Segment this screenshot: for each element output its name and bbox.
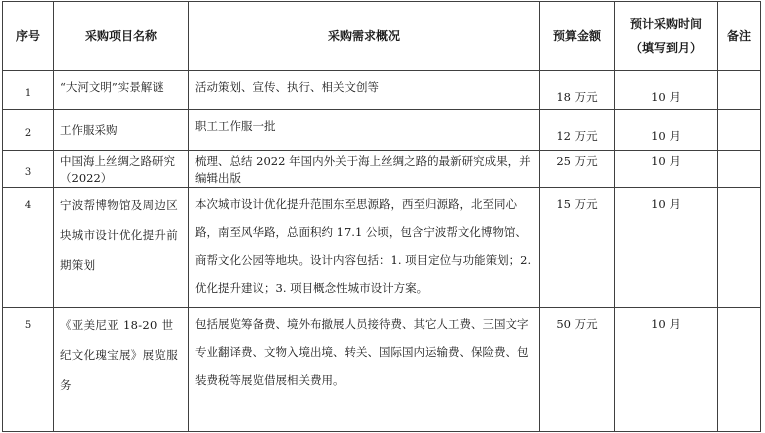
header-time-line2: （填写到月）	[629, 41, 702, 55]
header-needs: 采购需求概况	[189, 2, 540, 71]
row-name: 宁波帮博物馆及周边区块城市设计优化提升前期策划	[54, 188, 189, 308]
row-needs: 活动策划、宣传、执行、相关文创等	[189, 71, 540, 110]
header-note: 备注	[718, 2, 761, 71]
row-note	[718, 308, 761, 432]
row-note	[718, 110, 761, 151]
header-time	[615, 2, 718, 71]
row-time: 10 月	[615, 308, 718, 432]
row-budget: 15 万元	[540, 188, 615, 308]
row-budget: 25 万元	[540, 151, 615, 188]
row-needs: 包括展览筹备费、境外布撤展人员接待费、其它人工费、三国文字专业翻译费、文物入境出境、转关、国际国内运输费、保险费、包装费税等展览借展相关费用。	[189, 308, 540, 432]
table-row	[3, 71, 761, 110]
row-note	[718, 151, 761, 188]
row-name: 《亚美尼亚 18-20 世纪文化瑰宝展》展览服务	[54, 308, 189, 432]
row-name: “大河文明”实景解谜	[54, 71, 189, 110]
row-time: 10 月	[615, 110, 718, 151]
row-index: 2	[3, 110, 54, 151]
row-index: 3	[3, 151, 54, 188]
header-name: 采购项目名称	[54, 2, 189, 71]
row-budget: 50 万元	[540, 308, 615, 432]
row-needs: 梳理、总结 2022 年国内外关于海上丝绸之路的最新研究成果，并编辑出版	[189, 151, 540, 188]
row-note	[718, 188, 761, 308]
header-budget: 预算金额	[540, 2, 615, 71]
procurement-table	[2, 1, 761, 432]
row-name: 中国海上丝绸之路研究（2022）	[54, 151, 189, 188]
table-row	[3, 151, 761, 188]
row-note	[718, 71, 761, 110]
row-needs: 本次城市设计优化提升范围东至思源路，西至归源路，北至同心路，南至风华路，总面积约 17.1 公顷，包含宁波帮文化博物馆、商帮文化公园等地块。设计内容包括：1. 项目定位与功能策划；2. 优化提升建议；3. 项目概念性城市设计方案。	[189, 188, 540, 308]
row-budget: 18 万元	[540, 71, 615, 110]
table-row	[3, 188, 761, 308]
row-time: 10 月	[615, 151, 718, 188]
row-name: 工作服采购	[54, 110, 189, 151]
row-time: 10 月	[615, 71, 718, 110]
row-needs: 职工工作服一批	[189, 110, 540, 151]
table-row	[3, 308, 761, 432]
header-index: 序号	[3, 2, 54, 71]
row-time: 10 月	[615, 188, 718, 308]
header-time-line1: 预计采购时间	[629, 17, 702, 31]
row-index: 5	[3, 308, 54, 432]
row-index: 4	[3, 188, 54, 308]
header-row	[3, 2, 761, 71]
row-budget: 12 万元	[540, 110, 615, 151]
table-row	[3, 110, 761, 151]
row-index: 1	[3, 71, 54, 110]
